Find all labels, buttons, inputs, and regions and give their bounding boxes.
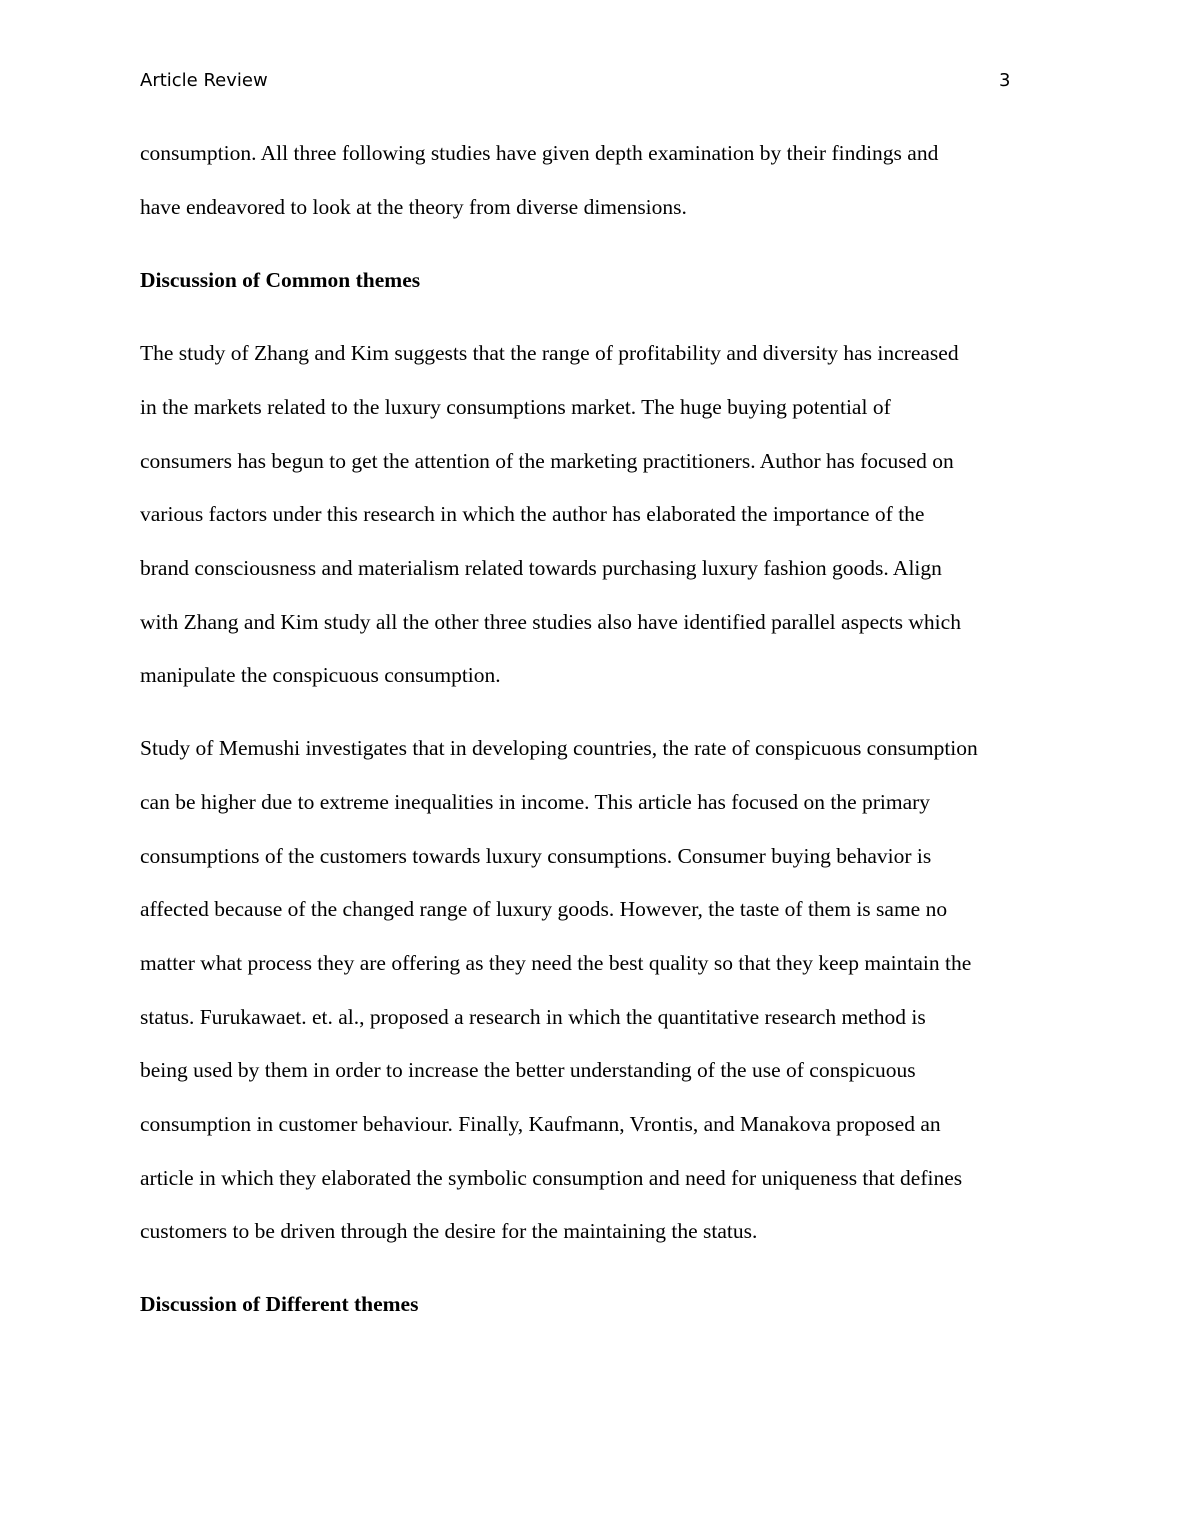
page-number: 3 — [999, 70, 1011, 91]
paragraph-line: various factors under this research in which the author has elaborated the importance of the — [140, 502, 925, 526]
paragraph-line: The study of Zhang and Kim suggests that the range of profitability and diversity has increased — [140, 341, 959, 365]
intro-line: have endeavored to look at the theory from diverse dimensions. — [140, 195, 687, 219]
section-heading-common-themes: Discussion of Common themes — [140, 268, 421, 292]
paragraph-line: in the markets related to the luxury consumptions market. The huge buying potential of — [140, 395, 891, 419]
paragraph-line: consumers has begun to get the attention of the marketing practitioners. Author has focused on — [140, 449, 954, 473]
running-head: Article Review — [140, 70, 268, 91]
paragraph-line: being used by them in order to increase the better understanding of the use of conspicuous — [140, 1058, 916, 1082]
paragraph-line: with Zhang and Kim study all the other three studies also have identified parallel aspects which — [140, 610, 961, 634]
paragraph-line: Study of Memushi investigates that in developing countries, the rate of conspicuous consumption — [140, 736, 978, 760]
intro-line: consumption. All three following studies have given depth examination by their findings and — [140, 141, 939, 165]
section-heading-different-themes: Discussion of Different themes — [140, 1292, 419, 1316]
paragraph-line: status. Furukawaet. et. al., proposed a research in which the quantitative research method is — [140, 1005, 926, 1029]
paragraph-line: customers to be driven through the desire for the maintaining the status. — [140, 1219, 758, 1243]
paragraph-line: brand consciousness and materialism related towards purchasing luxury fashion goods. Align — [140, 556, 942, 580]
paragraph-line: affected because of the changed range of luxury goods. However, the taste of them is same no — [140, 897, 948, 921]
paragraph-line: consumption in customer behaviour. Finally, Kaufmann, Vrontis, and Manakova proposed an — [140, 1112, 941, 1136]
paragraph-line: matter what process they are offering as they need the best quality so that they keep maintain the — [140, 951, 972, 975]
paragraph-line: article in which they elaborated the symbolic consumption and need for uniqueness that defines — [140, 1166, 963, 1190]
paragraph-line: consumptions of the customers towards luxury consumptions. Consumer buying behavior is — [140, 844, 932, 868]
paragraph-line: can be higher due to extreme inequalities in income. This article has focused on the primary — [140, 790, 931, 814]
paragraph-line: manipulate the conspicuous consumption. — [140, 663, 501, 687]
